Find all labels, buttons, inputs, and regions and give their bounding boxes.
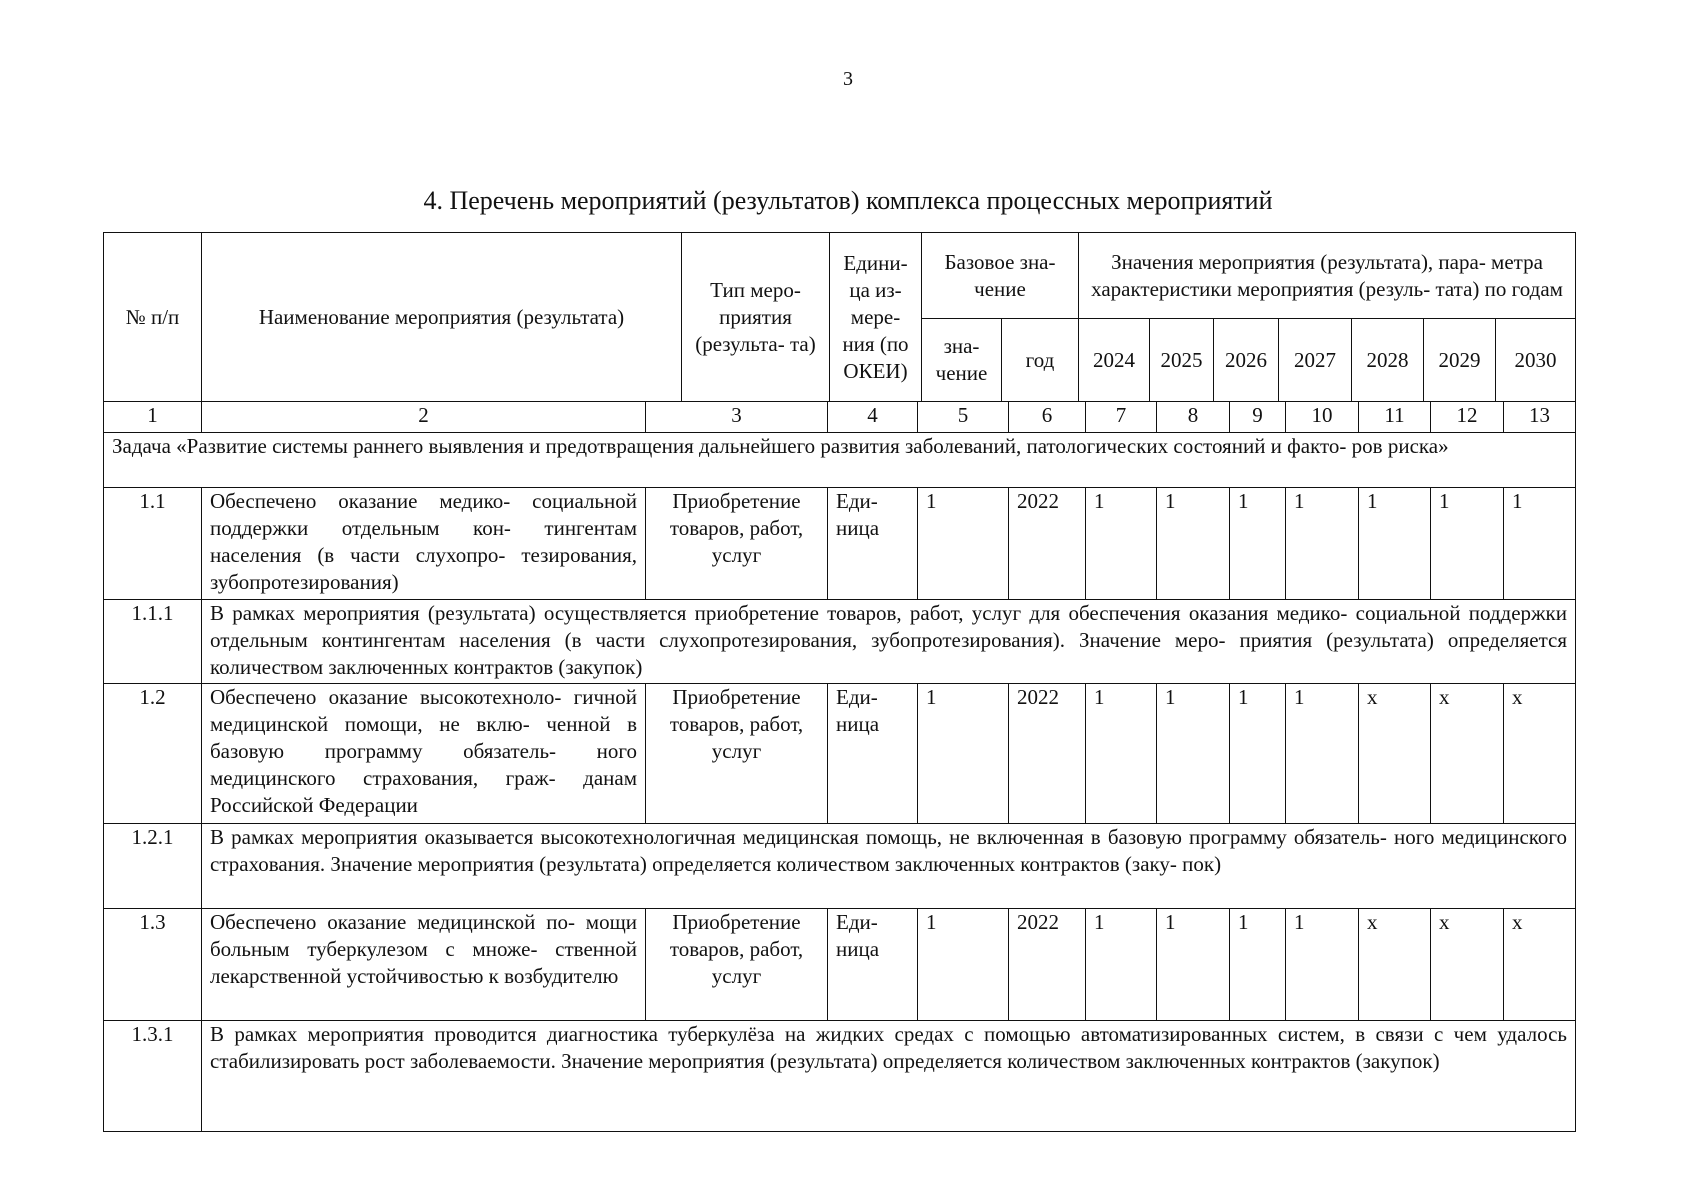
year-value: х bbox=[1504, 909, 1576, 1021]
header-col-number: № п/п bbox=[104, 233, 202, 402]
row-number: 1.3 bbox=[104, 909, 202, 1021]
column-number: 3 bbox=[646, 402, 828, 433]
base-value: 1 bbox=[918, 684, 1009, 824]
measure-unit: Еди- ница bbox=[828, 488, 918, 600]
header-year: 2025 bbox=[1150, 319, 1214, 402]
header-base-year: год bbox=[1002, 319, 1079, 402]
year-value: х bbox=[1359, 684, 1431, 824]
row-number: 1.2.1 bbox=[104, 824, 202, 909]
header-col-type: Тип меро- приятия (результа- та) bbox=[682, 233, 830, 402]
column-number: 5 bbox=[918, 402, 1009, 433]
table-row bbox=[104, 488, 1576, 600]
base-value: 1 bbox=[918, 488, 1009, 600]
header-col-unit: Едини- ца из- мере- ния (по ОКЕИ) bbox=[830, 233, 922, 402]
header-year: 2030 bbox=[1496, 319, 1576, 402]
header-col-base: Базовое зна- чение bbox=[922, 233, 1079, 319]
measure-description: В рамках мероприятия (результата) осуществляется приобретение товаров, работ, услуг для обеспечения оказания медико- социальной поддержки отдельным контингентам населения (в части слухопротезирования, зубопротезирования). Значение меро- приятия (результата) определяется количеством заключенных контрактов (закупок) bbox=[202, 600, 1576, 684]
base-year: 2022 bbox=[1009, 909, 1086, 1021]
header-year: 2028 bbox=[1352, 319, 1424, 402]
header-year: 2029 bbox=[1424, 319, 1496, 402]
year-value: 1 bbox=[1286, 684, 1359, 824]
year-value: 1 bbox=[1504, 488, 1576, 600]
header-year: 2026 bbox=[1214, 319, 1279, 402]
column-number: 2 bbox=[202, 402, 646, 433]
measure-description: В рамках мероприятия проводится диагностика туберкулёза на жидких средах с помощью автоматизированных систем, в связи с чем удалось стабилизировать рост заболеваемости. Значение мероприятия (результата) определяется количеством заключенных контрактов (закупок) bbox=[202, 1021, 1576, 1132]
year-value: 1 bbox=[1286, 909, 1359, 1021]
year-value: 1 bbox=[1286, 488, 1359, 600]
year-value: 1 bbox=[1230, 909, 1286, 1021]
header-col-values: Значения мероприятия (результата), пара- метра характеристики мероприятия (резуль- тата) по годам bbox=[1079, 233, 1576, 319]
measure-name: Обеспечено оказание высокотехноло- гичной медицинской помощи, не вклю- ченной в базовую программу обязатель- ного медицинского страхования, граж- данам Российской Федерации bbox=[202, 684, 646, 824]
column-number: 11 bbox=[1359, 402, 1431, 433]
column-number: 12 bbox=[1431, 402, 1504, 433]
base-value: 1 bbox=[918, 909, 1009, 1021]
task-row bbox=[104, 433, 1576, 488]
column-number: 7 bbox=[1086, 402, 1157, 433]
column-number: 13 bbox=[1504, 402, 1576, 433]
table-row bbox=[104, 684, 1576, 824]
column-number-row bbox=[104, 402, 1576, 433]
year-value: х bbox=[1359, 909, 1431, 1021]
year-value: 1 bbox=[1157, 909, 1230, 1021]
year-value: х bbox=[1431, 909, 1504, 1021]
section-title: 4. Перечень мероприятий (результатов) комплекса процессных мероприятий bbox=[423, 186, 1273, 215]
year-value: 1 bbox=[1157, 684, 1230, 824]
year-value: 1 bbox=[1431, 488, 1504, 600]
measure-name: Обеспечено оказание медико- социальной поддержки отдельным кон- тингентам населения (в части слухопро- тезирования, зубопротезирования) bbox=[202, 488, 646, 600]
year-value: 1 bbox=[1359, 488, 1431, 600]
year-value: 1 bbox=[1157, 488, 1230, 600]
header-year: 2027 bbox=[1279, 319, 1352, 402]
measure-type: Приобретение товаров, работ, услуг bbox=[646, 684, 828, 824]
column-number: 8 bbox=[1157, 402, 1230, 433]
year-value: 1 bbox=[1230, 488, 1286, 600]
table-row bbox=[104, 1021, 1576, 1132]
table-header bbox=[103, 232, 1576, 402]
row-number: 1.2 bbox=[104, 684, 202, 824]
table-row bbox=[104, 909, 1576, 1021]
year-value: х bbox=[1431, 684, 1504, 824]
column-number: 10 bbox=[1286, 402, 1359, 433]
base-year: 2022 bbox=[1009, 488, 1086, 600]
measure-type: Приобретение товаров, работ, услуг bbox=[646, 488, 828, 600]
year-value: х bbox=[1504, 684, 1576, 824]
column-number: 1 bbox=[104, 402, 202, 433]
year-value: 1 bbox=[1230, 684, 1286, 824]
table-body bbox=[103, 401, 1576, 1132]
task-text: Задача «Развитие системы раннего выявления и предотвращения дальнейшего развития заболеваний, патологических состояний и факто- ров риска» bbox=[104, 433, 1576, 488]
measure-unit: Еди- ница bbox=[828, 909, 918, 1021]
measure-description: В рамках мероприятия оказывается высокотехнологичная медицинская помощь, не включенная в базовую программу обязатель- ного медицинского страхования. Значение мероприятия (результата) определяется количеством заключенных контрактов (заку- пок) bbox=[202, 824, 1576, 909]
year-value: 1 bbox=[1086, 488, 1157, 600]
row-number: 1.3.1 bbox=[104, 1021, 202, 1132]
page-number: 3 bbox=[843, 68, 853, 90]
column-number: 9 bbox=[1230, 402, 1286, 433]
table-row bbox=[104, 600, 1576, 684]
table-row bbox=[104, 824, 1576, 909]
base-year: 2022 bbox=[1009, 684, 1086, 824]
measure-name: Обеспечено оказание медицинской по- мощи больным туберкулезом с множе- ственной лекарственной устойчивостью к возбудителю bbox=[202, 909, 646, 1021]
year-value: 1 bbox=[1086, 909, 1157, 1021]
year-value: 1 bbox=[1086, 684, 1157, 824]
row-number: 1.1 bbox=[104, 488, 202, 600]
row-number: 1.1.1 bbox=[104, 600, 202, 684]
column-number: 4 bbox=[828, 402, 918, 433]
measure-unit: Еди- ница bbox=[828, 684, 918, 824]
header-year: 2024 bbox=[1079, 319, 1150, 402]
column-number: 6 bbox=[1009, 402, 1086, 433]
header-base-value: зна- чение bbox=[922, 319, 1002, 402]
header-col-name: Наименование мероприятия (результата) bbox=[202, 233, 682, 402]
measure-type: Приобретение товаров, работ, услуг bbox=[646, 909, 828, 1021]
